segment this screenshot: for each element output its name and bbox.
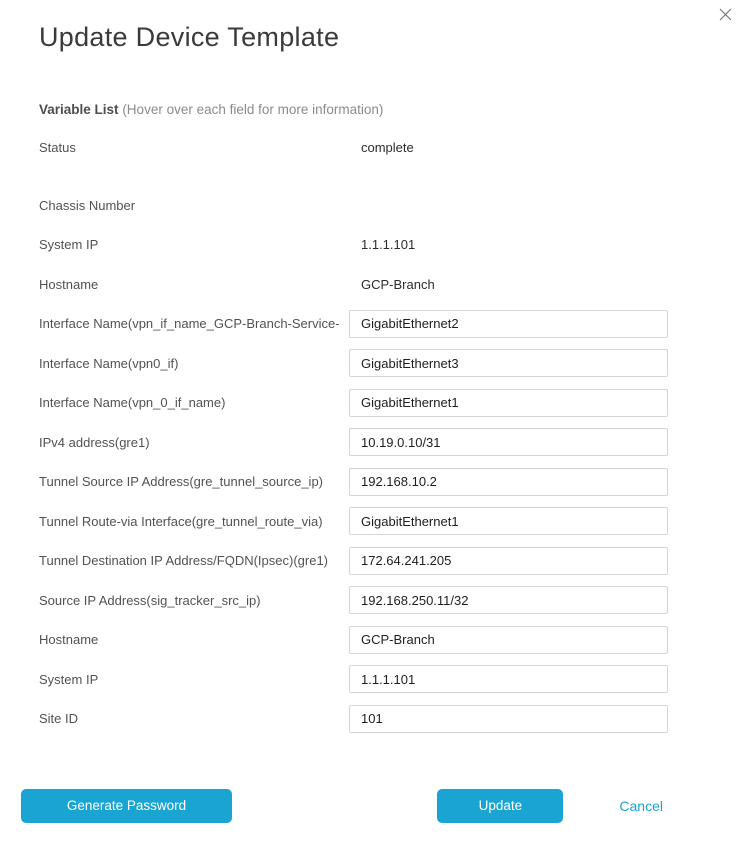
row-chassis-number [39,191,752,219]
source-ip-label: Source IP Address(sig_tracker_src_ip) [39,592,261,608]
row-system-ip-static [39,231,752,259]
source-ip-input[interactable] [349,586,668,614]
status-value: complete [361,139,414,155]
variable-list-heading [39,102,752,118]
update-button[interactable]: Update [437,789,563,823]
row-status [39,133,752,161]
row-ipv4-address-gre1 [39,428,752,456]
variable-list-note: (Hover over each field for more information) [122,102,384,117]
interface-name-vpn-0-if-name-input[interactable] [349,389,668,417]
hostname-static-label: Hostname [39,276,99,292]
row-hostname-static [39,270,752,298]
row-tunnel-destination-ip [39,547,752,575]
tunnel-source-ip-input[interactable] [349,468,668,496]
variable-list-label: Variable List [39,102,119,117]
chassis-number-label: Chassis Number [39,197,136,213]
dialog-footer [0,789,752,823]
status-label: Status [39,139,76,155]
row-system-ip-input [39,665,752,693]
site-id-input[interactable] [349,705,668,733]
system-ip-static-value: 1.1.1.101 [361,237,416,252]
system-ip-static-label: System IP [39,237,99,252]
interface-name-service-label: Interface Name(vpn_if_name_GCP-Branch-Service- [39,316,340,331]
row-interface-name-vpn0-if [39,349,752,377]
cancel-button[interactable]: Cancel [619,797,663,814]
ipv4-address-gre1-input[interactable] [349,428,668,456]
system-ip-input-label: System IP [39,671,99,687]
tunnel-destination-ip-input[interactable] [349,547,668,575]
row-interface-name-vpn-0-if-name [39,389,752,417]
tunnel-route-via-label: Tunnel Route-via Interface(gre_tunnel_route_via) [39,513,323,529]
row-tunnel-source-ip [39,468,752,496]
close-icon [718,7,733,22]
row-hostname-input [39,626,752,654]
row-tunnel-route-via [39,507,752,535]
row-site-id [39,705,752,733]
interface-name-service-input[interactable] [349,310,668,338]
hostname-input[interactable] [349,626,668,654]
generate-password-button[interactable]: Generate Password [21,789,232,823]
tunnel-route-via-input[interactable] [349,507,668,535]
hostname-static-value: GCP-Branch [361,276,435,292]
row-source-ip [39,586,752,614]
interface-name-vpn0-if-input[interactable] [349,349,668,377]
row-interface-name-service [39,310,752,338]
tunnel-source-ip-label: Tunnel Source IP Address(gre_tunnel_source_ip) [39,474,324,489]
ipv4-address-gre1-label: IPv4 address(gre1) [39,434,150,450]
interface-name-vpn0-if-label: Interface Name(vpn0_if) [39,355,179,371]
interface-name-vpn-0-if-name-label: Interface Name(vpn_0_if_name) [39,395,226,410]
system-ip-input[interactable] [349,665,668,693]
page-title: Update Device Template [39,22,340,52]
tunnel-destination-ip-label: Tunnel Destination IP Address/FQDN(Ipsec)(gre1) [39,553,329,568]
close-button[interactable] [716,5,734,23]
variable-rows [0,133,752,733]
site-id-label: Site ID [39,711,79,726]
hostname-input-label: Hostname [39,632,99,647]
